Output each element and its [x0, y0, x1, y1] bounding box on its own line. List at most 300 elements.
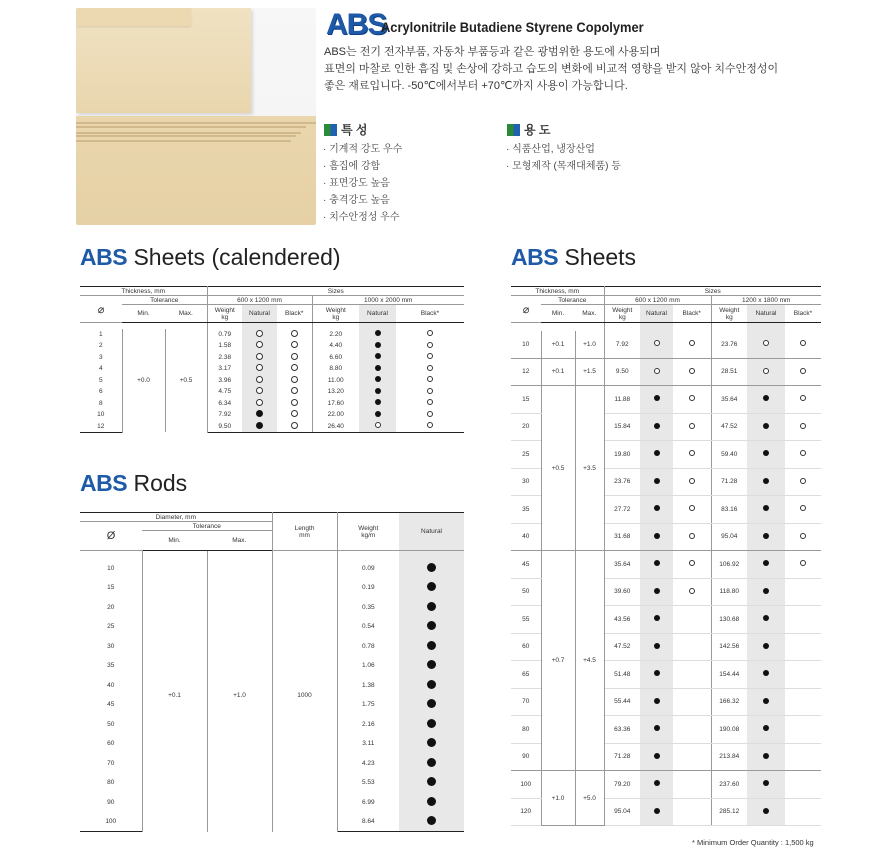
available-ring-icon — [689, 588, 695, 594]
table-row — [511, 771, 821, 799]
available-ring-icon — [427, 376, 433, 382]
available-ring-icon — [291, 364, 298, 371]
table-cell — [359, 329, 396, 341]
sheets-title: ABS Sheets — [511, 244, 637, 270]
table-cell: 8.64 — [337, 812, 399, 832]
available-ring-icon — [427, 411, 433, 417]
table-cell: 4.23 — [361, 759, 375, 767]
table-cell — [747, 551, 785, 579]
available-ring-icon — [427, 422, 433, 428]
available-dot-icon — [375, 376, 381, 382]
available-dot-icon — [763, 560, 769, 566]
table-cell — [673, 688, 711, 716]
table-cell: 71.28 — [604, 743, 640, 771]
available-dot-icon — [763, 505, 769, 511]
available-dot-icon — [427, 758, 436, 767]
table-cell: 237.60 — [711, 771, 747, 799]
length-header: Length mm — [272, 513, 337, 551]
features-heading: 특 성 — [324, 121, 368, 138]
table-cell: 190.08 — [711, 716, 747, 744]
table-cell — [396, 375, 464, 387]
table-cell — [747, 661, 785, 689]
list-item: · 표면강도 높음 — [323, 178, 390, 189]
table-cell: 22.00 — [327, 411, 344, 419]
table-cell: +0.1 — [142, 559, 207, 832]
available-dot-icon — [763, 588, 769, 594]
table-cell — [747, 578, 785, 606]
table-cell: 71.28 — [711, 468, 747, 496]
table-cell — [673, 386, 711, 414]
available-dot-icon — [654, 423, 660, 429]
table-cell — [640, 578, 673, 606]
features-list — [323, 141, 402, 226]
weight-header: Weight kg — [604, 305, 640, 323]
rods-title: ABS Rods — [80, 470, 188, 496]
available-ring-icon — [689, 560, 695, 566]
available-dot-icon — [763, 698, 769, 704]
available-dot-icon — [763, 478, 769, 484]
table-cell: 51.48 — [604, 661, 640, 689]
table-cell — [747, 441, 785, 469]
available-ring-icon — [256, 376, 263, 383]
available-dot-icon — [654, 780, 660, 786]
natural-header: Natural — [399, 513, 464, 551]
table-cell: 83.16 — [711, 496, 747, 524]
available-ring-icon — [800, 478, 806, 484]
table-cell — [399, 676, 464, 696]
table-cell: 15 — [511, 386, 541, 414]
table-cell — [399, 812, 464, 832]
table-cell — [747, 413, 785, 441]
table-cell: 80 — [107, 779, 115, 787]
table-cell: 23.76 — [711, 331, 747, 359]
available-dot-icon — [375, 399, 381, 405]
available-ring-icon — [427, 330, 433, 336]
available-ring-icon — [763, 368, 769, 374]
thickness-header: Thickness, mm — [511, 287, 604, 296]
table-cell: 3.17 — [218, 365, 232, 373]
table-cell — [785, 551, 821, 579]
product-abbr: ABS — [326, 8, 387, 41]
table-cell — [277, 409, 312, 421]
available-ring-icon — [256, 330, 263, 337]
table-cell: 20 — [511, 413, 541, 441]
available-ring-icon — [427, 342, 433, 348]
available-dot-icon — [427, 582, 436, 591]
table-cell — [399, 754, 464, 774]
table-cell — [640, 413, 673, 441]
table-cell: +0.7 — [541, 551, 575, 771]
table-cell — [785, 523, 821, 551]
table-cell: +1.0 — [575, 331, 604, 359]
table-cell — [359, 398, 396, 410]
available-ring-icon — [256, 387, 263, 394]
available-dot-icon — [654, 615, 660, 621]
available-dot-icon — [654, 725, 660, 731]
table-cell — [640, 743, 673, 771]
table-cell — [399, 637, 464, 657]
table-cell — [640, 633, 673, 661]
available-ring-icon — [427, 399, 433, 405]
table-cell: 0.35 — [361, 603, 375, 611]
table-cell: 35 — [107, 662, 115, 670]
table-cell: 0.79 — [218, 330, 232, 338]
table-cell: 95.04 — [711, 523, 747, 551]
table-cell: 0.54 — [361, 623, 375, 631]
list-item: · 치수안정성 우수 — [323, 212, 400, 223]
table-cell — [242, 375, 277, 387]
table-cell: 10 — [511, 331, 541, 359]
available-dot-icon — [427, 699, 436, 708]
table-cell — [242, 398, 277, 410]
table-cell — [640, 771, 673, 799]
table-cell: +5.0 — [575, 771, 604, 826]
diameter-header: Diameter, mm — [80, 513, 272, 522]
available-dot-icon — [375, 365, 381, 371]
table-cell: 1 — [98, 330, 103, 338]
table-cell: 285.12 — [711, 798, 747, 826]
table-cell — [785, 468, 821, 496]
available-dot-icon — [427, 621, 436, 630]
table-cell — [673, 331, 711, 359]
table-cell: 70 — [511, 688, 541, 716]
table-cell — [277, 398, 312, 410]
size2-header: 1000 x 2000 mm — [312, 296, 464, 305]
table-cell: 6 — [98, 388, 103, 396]
table-cell — [640, 441, 673, 469]
table-cell — [277, 352, 312, 364]
diameter-symbol-icon: Ø — [80, 522, 142, 551]
available-ring-icon — [654, 368, 660, 374]
table-row — [511, 386, 821, 414]
available-ring-icon — [800, 395, 806, 401]
available-ring-icon — [427, 365, 433, 371]
table-cell — [747, 331, 785, 359]
table-cell: 9.50 — [207, 421, 242, 433]
available-dot-icon — [654, 450, 660, 456]
natural-header: Natural — [747, 305, 785, 323]
table-cell: 15 — [107, 584, 115, 592]
available-dot-icon — [654, 395, 660, 401]
sizes-header: Sizes — [604, 287, 821, 296]
min-order-note: * Minimum Order Quantity : 1,500 kg — [692, 838, 814, 847]
available-dot-icon — [427, 602, 436, 611]
table-cell — [242, 352, 277, 364]
table-cell: 120 — [511, 798, 541, 826]
available-dot-icon — [427, 797, 436, 806]
table-cell: 90 — [511, 743, 541, 771]
table-cell: 39.60 — [604, 578, 640, 606]
available-ring-icon — [291, 422, 298, 429]
product-photo — [76, 8, 316, 225]
table-cell — [673, 633, 711, 661]
available-dot-icon — [763, 643, 769, 649]
table-cell — [359, 375, 396, 387]
table-cell — [747, 386, 785, 414]
table-cell — [785, 331, 821, 359]
available-ring-icon — [689, 340, 695, 346]
table-cell — [673, 606, 711, 634]
available-ring-icon — [800, 533, 806, 539]
table-cell — [396, 409, 464, 421]
available-dot-icon — [654, 698, 660, 704]
list-item: · 기계적 강도 우수 — [323, 144, 403, 155]
table-cell: 7.92 — [218, 411, 232, 419]
black-header: Black* — [396, 305, 464, 323]
table-cell — [785, 798, 821, 826]
table-cell: 213.84 — [711, 743, 747, 771]
table-cell — [640, 331, 673, 359]
black-header: Black* — [277, 305, 312, 323]
table-cell: +0.1 — [541, 358, 575, 386]
available-dot-icon — [654, 588, 660, 594]
weight-header: Weight kg — [207, 305, 242, 323]
table-cell — [399, 617, 464, 637]
table-cell: 47.52 — [604, 633, 640, 661]
table-cell: 79.20 — [604, 771, 640, 799]
table-cell: 9.50 — [604, 358, 640, 386]
black-header: Black* — [785, 305, 821, 323]
table-cell: 142.56 — [711, 633, 747, 661]
product-full-name: Acrylonitrile Butadiene Styrene Copolymer — [381, 19, 644, 35]
table-cell — [399, 559, 464, 579]
table-cell: 15.84 — [604, 413, 640, 441]
available-ring-icon — [291, 330, 298, 337]
available-ring-icon — [291, 387, 298, 394]
table-cell — [673, 716, 711, 744]
table-cell: 28.51 — [711, 358, 747, 386]
table-cell: +0.5 — [165, 329, 207, 433]
table-cell: 2.16 — [361, 720, 375, 728]
list-item: · 흠집에 강함 — [323, 161, 381, 172]
table-cell — [673, 578, 711, 606]
table-cell: +1.0 — [541, 771, 575, 826]
table-cell: 55.44 — [604, 688, 640, 716]
section-bullet-icon — [324, 124, 337, 136]
table-cell: 43.56 — [604, 606, 640, 634]
table-cell: 11.88 — [604, 386, 640, 414]
table-cell: 35.64 — [604, 551, 640, 579]
table-cell — [747, 468, 785, 496]
available-ring-icon — [291, 376, 298, 383]
table-cell: 7.92 — [604, 331, 640, 359]
min-header: Min. — [142, 531, 207, 551]
available-dot-icon — [654, 478, 660, 484]
table-cell: 1.75 — [361, 701, 375, 709]
table-cell — [359, 340, 396, 352]
table-cell: +1.0 — [207, 559, 272, 832]
table-cell: +0.5 — [541, 386, 575, 551]
table-row — [511, 358, 821, 386]
table-cell: 0.09 — [361, 564, 375, 572]
table-cell — [673, 798, 711, 826]
available-dot-icon — [427, 777, 436, 786]
table-cell: 1.38 — [361, 681, 375, 689]
calendered-table — [80, 286, 464, 433]
available-dot-icon — [375, 330, 381, 336]
table-cell: 100 — [80, 812, 142, 832]
table-cell — [359, 409, 396, 421]
table-cell — [747, 358, 785, 386]
table-cell — [640, 386, 673, 414]
available-ring-icon — [800, 423, 806, 429]
table-cell: 17.60 — [327, 399, 344, 407]
table-cell: 50 — [107, 720, 115, 728]
table-cell — [277, 386, 312, 398]
list-item: · 충격강도 높음 — [323, 195, 390, 206]
available-ring-icon — [427, 353, 433, 359]
table-cell — [747, 743, 785, 771]
table-cell — [399, 598, 464, 618]
table-cell: 6.60 — [329, 353, 343, 361]
table-cell — [396, 363, 464, 375]
table-cell — [785, 386, 821, 414]
available-dot-icon — [375, 342, 381, 348]
table-cell — [785, 716, 821, 744]
table-cell — [673, 771, 711, 799]
tolerance-header: Tolerance — [142, 522, 272, 531]
list-item: · 식품산업, 냉장산업 — [506, 144, 595, 155]
table-cell — [785, 578, 821, 606]
available-dot-icon — [256, 422, 263, 429]
available-ring-icon — [256, 353, 263, 360]
table-cell: 1.06 — [361, 662, 375, 670]
available-ring-icon — [800, 450, 806, 456]
table-cell — [673, 523, 711, 551]
table-cell — [242, 421, 277, 433]
table-cell: 0.78 — [361, 642, 375, 650]
table-cell: 40 — [107, 681, 115, 689]
table-cell — [359, 352, 396, 364]
available-ring-icon — [256, 399, 263, 406]
available-dot-icon — [763, 423, 769, 429]
natural-header: Natural — [242, 305, 277, 323]
available-dot-icon — [427, 816, 436, 825]
table-cell: 8 — [98, 399, 103, 407]
sheet-board-top-image — [76, 8, 191, 26]
table-cell — [640, 523, 673, 551]
table-cell: 27.72 — [604, 496, 640, 524]
table-cell: 31.68 — [604, 523, 640, 551]
table-cell: 12 — [80, 421, 122, 433]
table-cell: 60 — [107, 740, 115, 748]
tolerance-header: Tolerance — [122, 296, 207, 305]
available-dot-icon — [427, 641, 436, 650]
table-cell — [277, 363, 312, 375]
available-ring-icon — [654, 340, 660, 346]
table-cell: 130.68 — [711, 606, 747, 634]
table-cell — [242, 386, 277, 398]
table-cell: 35 — [511, 496, 541, 524]
table-cell: 55 — [511, 606, 541, 634]
table-cell — [277, 329, 312, 341]
thickness-symbol-icon: ⌀ — [80, 296, 122, 323]
table-cell: 26.40 — [312, 421, 359, 433]
thickness-symbol-icon: ⌀ — [511, 296, 541, 323]
table-cell — [673, 358, 711, 386]
table-cell — [673, 441, 711, 469]
table-cell: 60 — [511, 633, 541, 661]
available-ring-icon — [763, 340, 769, 346]
table-cell — [785, 661, 821, 689]
table-cell: 2.20 — [329, 330, 343, 338]
available-ring-icon — [256, 341, 263, 348]
available-dot-icon — [654, 643, 660, 649]
table-cell — [396, 386, 464, 398]
table-cell — [359, 363, 396, 375]
table-cell: 70 — [107, 759, 115, 767]
available-dot-icon — [763, 780, 769, 786]
weight-header: Weight kg — [312, 305, 359, 323]
table-cell: 5.53 — [361, 779, 375, 787]
table-cell — [277, 375, 312, 387]
available-dot-icon — [427, 738, 436, 747]
table-row — [511, 331, 821, 359]
table-cell: 25 — [107, 623, 115, 631]
table-cell — [785, 743, 821, 771]
sheet-stack-image — [76, 116, 316, 225]
table-cell — [785, 606, 821, 634]
rods-table — [80, 512, 464, 832]
table-cell: 154.44 — [711, 661, 747, 689]
table-cell — [785, 413, 821, 441]
available-ring-icon — [291, 410, 298, 417]
table-cell: 4.75 — [218, 388, 232, 396]
table-cell — [399, 734, 464, 754]
table-cell — [747, 798, 785, 826]
max-header: Max. — [575, 305, 604, 323]
available-dot-icon — [763, 395, 769, 401]
table-cell — [673, 551, 711, 579]
table-cell — [399, 773, 464, 793]
table-cell — [747, 523, 785, 551]
table-cell — [640, 688, 673, 716]
table-cell: 2.38 — [218, 353, 232, 361]
available-ring-icon — [427, 388, 433, 394]
table-cell: 47.52 — [711, 413, 747, 441]
table-cell: 25 — [511, 441, 541, 469]
intro-line: ABS는 전기 전자부품, 자동차 부품등과 같은 광범위한 용도에 사용되며 — [324, 46, 661, 58]
table-cell: 118.80 — [711, 578, 747, 606]
table-cell — [673, 496, 711, 524]
table-cell — [396, 352, 464, 364]
available-ring-icon — [291, 399, 298, 406]
table-cell — [640, 798, 673, 826]
table-cell: 6.99 — [361, 798, 375, 806]
size1-header: 600 x 1200 mm — [604, 296, 711, 305]
table-cell — [640, 661, 673, 689]
max-header: Max. — [165, 305, 207, 323]
table-row — [511, 551, 821, 579]
table-cell: 10 — [97, 411, 105, 419]
available-dot-icon — [256, 410, 263, 417]
table-cell — [747, 771, 785, 799]
available-ring-icon — [689, 423, 695, 429]
available-dot-icon — [375, 353, 381, 359]
table-cell — [747, 633, 785, 661]
available-dot-icon — [427, 660, 436, 669]
available-ring-icon — [689, 368, 695, 374]
available-dot-icon — [654, 808, 660, 814]
table-cell — [785, 688, 821, 716]
table-cell — [396, 398, 464, 410]
weight-header: Weight kg/m — [337, 513, 399, 551]
table-cell: 4 — [98, 365, 103, 373]
available-ring-icon — [689, 505, 695, 511]
table-cell — [747, 688, 785, 716]
table-cell: 10 — [107, 564, 115, 572]
min-header: Min. — [541, 305, 575, 323]
